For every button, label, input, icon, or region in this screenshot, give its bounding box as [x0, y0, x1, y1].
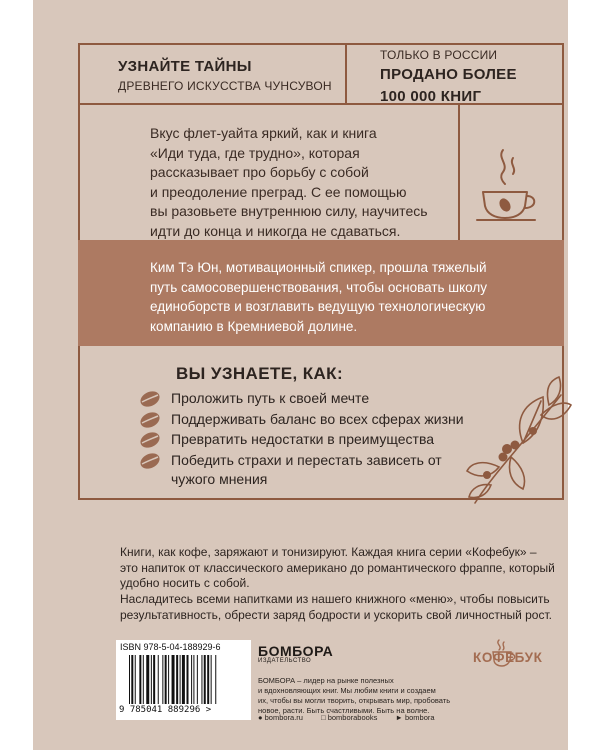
description-line: и преодоление преград. С ее помощью [150, 183, 407, 200]
learn-list [139, 389, 479, 491]
coffee-bean-icon [139, 390, 161, 408]
publisher-socials [258, 713, 451, 722]
list-item [139, 451, 479, 490]
barcode-bar [176, 655, 178, 704]
learn-heading: ВЫ УЗНАЕТЕ, КАК: [176, 364, 344, 383]
author-bio-line: компанию в Кремниевой долине. [150, 318, 358, 334]
barcode-bar [215, 655, 216, 704]
barcode-bar [168, 655, 169, 704]
series-note [120, 545, 555, 624]
list-item [139, 389, 479, 409]
publisher-description-line: и вдохновляющих книг. Мы любим книги и создаем [258, 686, 436, 695]
barcode-bar [146, 655, 149, 704]
barcode-bar [129, 655, 130, 704]
publisher-logo [258, 643, 333, 664]
frame-divider-cup [458, 103, 460, 240]
headline-subtitle: ДРЕВНЕГО ИСКУССТВА ЧУНСУВОН [118, 79, 332, 93]
publisher-name: БОМБОРА [258, 643, 334, 659]
barcode-bar [135, 655, 136, 704]
series-note-line: результативность, обрести заряд бодрости и ускорить свой личностный рост. [120, 607, 552, 622]
barcode-bar [197, 655, 198, 704]
barcode-bar [204, 655, 206, 704]
publisher-description-line: их, чтобы вы могли творить, открывать мир, пробовать [258, 696, 451, 705]
coffee-bean-icon [139, 411, 161, 429]
list-item-text: Победить страхи и перестать зависеть от чужого мнения [171, 451, 442, 487]
author-bio [150, 258, 545, 336]
description-line: «Иди туда, где трудно», которая [150, 144, 360, 161]
social-link[interactable]: ► bombora [395, 713, 435, 722]
description-line: рассказывает про борьбу с собой [150, 164, 369, 180]
description-line: идти до конца и никогда не сдаваться. [150, 222, 401, 239]
series-note-line: удобно носить с собой. [120, 576, 250, 591]
barcode-bar [139, 655, 141, 704]
author-bio-line: путь самосовершенствования, чтобы основать школу [150, 279, 488, 295]
barcode-bar [158, 655, 159, 704]
barcode-bar [187, 655, 189, 704]
barcode-bar [211, 655, 212, 704]
list-item [139, 430, 479, 450]
series-note-line: Книги, как кофе, заряжают и тонизируют. Каждая книга серии «Кофебук» – [120, 545, 537, 559]
publisher-label: ИЗДАТЕЛЬСТВО [258, 658, 312, 664]
coffee-branch-icon [463, 375, 573, 510]
barcode-bar [201, 655, 202, 704]
list-item [139, 410, 479, 430]
barcode-digits: 9 785041 889296 > [119, 705, 212, 715]
barcode-bar [207, 655, 209, 704]
description-line: вы разовьете внутреннюю силу, научитесь [150, 203, 428, 219]
barcode-bar [165, 655, 167, 704]
headline-title: УЗНАЙТЕ ТАЙНЫ [118, 58, 252, 75]
website-link[interactable]: ● bombora.ru [258, 713, 303, 722]
barcode-bar [191, 655, 192, 704]
barcode-bar [153, 655, 155, 704]
barcode-bar [172, 655, 175, 704]
list-item-text: Превратить недостатки в преимущества [171, 431, 435, 447]
isbn-text: ISBN 978-5-04-188929-6 [120, 642, 221, 652]
barcode [116, 640, 251, 720]
publisher-description [258, 676, 468, 716]
coffee-cup-icon [473, 140, 543, 225]
description-line: Вкус флет-уайта яркий, как и книга [150, 125, 377, 141]
list-item-text: Проложить путь к своей мечте [171, 390, 370, 406]
sales-line-2: 100 000 КНИГ [380, 88, 482, 105]
author-bio-line: единоборств и возглавить ведущую технологическую [150, 299, 486, 314]
barcode-bar [131, 655, 133, 704]
publisher-description-line: БОМБОРА – лидер на рынке полезных [258, 676, 394, 685]
book-back-cover [33, 0, 568, 750]
barcode-bar [182, 655, 185, 704]
barcode-bar [180, 655, 181, 704]
coffee-bean-icon [139, 431, 161, 449]
list-item-text: Поддерживать баланс во всех сферах жизни [171, 410, 464, 427]
social-link[interactable]: □ bomborabooks [321, 713, 378, 722]
barcode-bar [151, 655, 152, 704]
coffee-bean-icon [139, 452, 161, 470]
series-logo-text: КОФЕБУК [473, 650, 543, 665]
barcode-bars [129, 655, 247, 704]
sales-line-1: ПРОДАНО БОЛЕЕ [380, 66, 517, 83]
book-description [150, 124, 440, 241]
series-note-line: Насладитесь всеми напитками из нашего книжного «меню», чтобы повысить [120, 592, 550, 607]
author-bio-line: Ким Тэ Юн, мотивационный спикер, прошла тяжелый [150, 260, 487, 275]
sales-badge [380, 48, 550, 106]
publisher-description-line: новое, расти. Быть счастливыми. Быть на волне. [258, 706, 430, 715]
region-note: ТОЛЬКО В РОССИИ [380, 48, 498, 62]
cover-headline [118, 58, 358, 93]
barcode-bar [143, 655, 144, 704]
series-note-line: это напиток от классического американо до романтического фраппе, который [120, 560, 555, 575]
barcode-bar [162, 655, 163, 704]
barcode-bar [193, 655, 194, 704]
